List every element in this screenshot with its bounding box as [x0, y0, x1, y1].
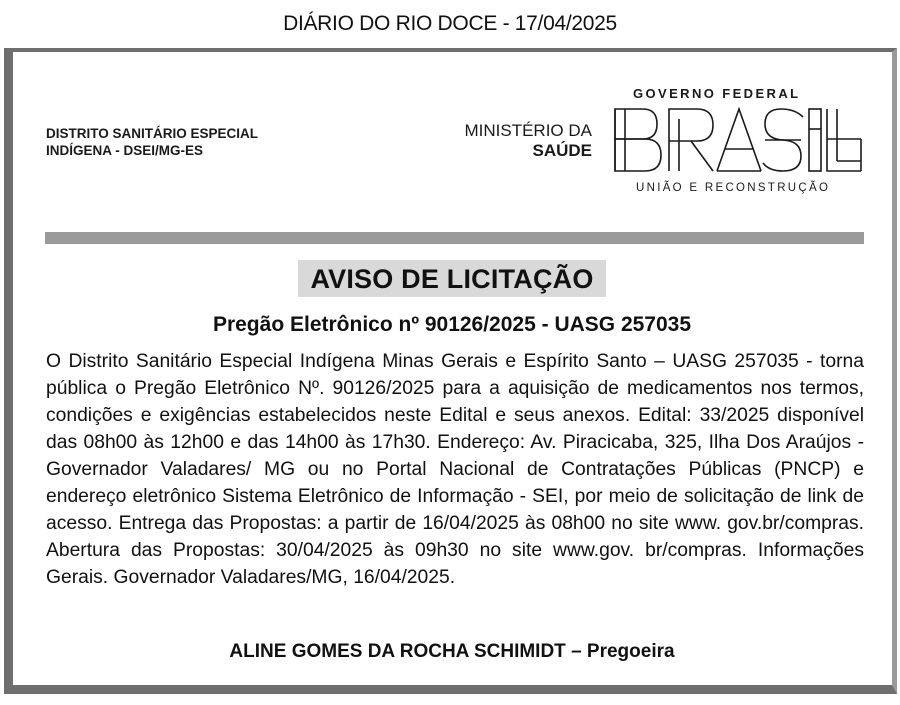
org-name-line-2: INDÍGENA - DSEI/MG-ES: [46, 143, 204, 158]
ministry-line-1: MINISTÉRIO DA: [464, 121, 592, 140]
notice-subtitle: Pregão Eletrônico nº 90126/2025 - UASG 257035: [212, 313, 692, 336]
ministry-line-2: SAÚDE: [532, 141, 592, 160]
org-name: [46, 125, 258, 159]
notice-body: O Distrito Sanitário Especial Indígena Minas Gerais e Espírito Santo – UASG 257035 - torna pública o Pregão Eletrônico Nº. 90126/2025 para a aquisição de medicamentos nos termos, condições e exigências estabelecidos neste Edital e seus anexos. Edital: 33/2025 disponível das 08h00 às 12h00 e das 14h00 às 17h30. Endereço: Av. Piracicaba, 325, Ilha Dos Araújos - Governador Valadares/ MG ou no Portal Nacional de Contratações Públicas (PNCP) e endereço eletrônico Sistema Eletrônico de Informação - SEI, por meio de solicitação de link de acesso. Entrega das Propostas: a partir de 16/04/2025 às 08h00 no site www. gov.br/compras. Abertura das Propostas: 30/04/2025 às 09h30 no site www.gov. br/compras. Informações Gerais. Governador Valadares/MG, 16/04/2025.: [46, 351, 864, 588]
notice-title-wrap: [13, 260, 891, 297]
government-slogan: UNIÃO E RECONSTRUÇÃO: [636, 182, 831, 194]
ministry-name: [396, 121, 592, 161]
notice-frame: [4, 48, 897, 694]
org-name-line-1: DISTRITO SANITÁRIO ESPECIAL: [46, 126, 259, 141]
notice-signature: ALINE GOMES DA ROCHA SCHIMIDT – Pregoeira: [229, 641, 675, 662]
newspaper-source-line: DIÁRIO DO RIO DOCE - 17/04/2025: [283, 12, 617, 35]
government-label: GOVERNO FEDERAL: [633, 86, 801, 101]
notice-title: AVISO DE LICITAÇÃO: [298, 260, 605, 297]
header-divider: [45, 232, 864, 244]
brasil-logo: [613, 107, 863, 175]
